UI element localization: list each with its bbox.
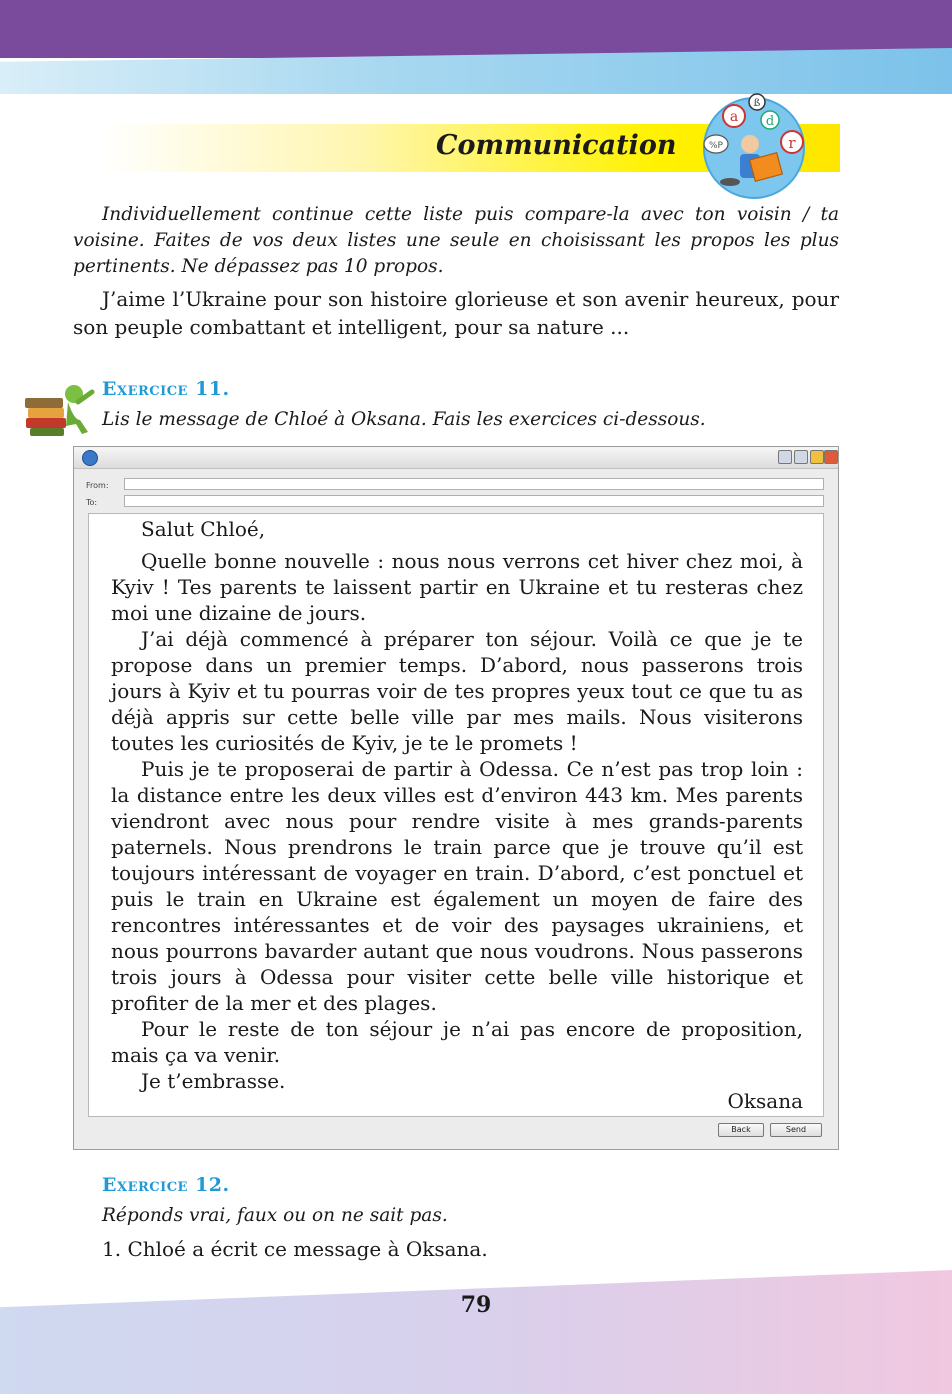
exercise-12-title: Exercice 12. xyxy=(102,1174,230,1196)
exercise-11-instruction: Lis le message de Chloé à Oksana. Fais les exercices ci-dessous. xyxy=(102,409,706,430)
email-titlebar xyxy=(74,447,838,469)
email-closing: Je t’embrasse. xyxy=(141,1069,286,1093)
exercise-12-item-1: 1. Chloé a écrit ce message à Oksana. xyxy=(102,1237,488,1261)
footer-band xyxy=(0,1270,952,1394)
email-body[interactable] xyxy=(88,513,824,1117)
email-paragraph: J’ai déjà commencé à préparer ton séjour. Voilà ce que je te propose dans un premier temps. D’abord, nous passerons trois jours à Kyiv et tu pourras voir de tes propres yeux tout ce que tu as déjà appris sur cette belle ville par mes mails. Nous visiterons toutes les curiosités de Kyiv, je te le promets ! xyxy=(111,627,803,755)
email-paragraph: Puis je te proposerai de partir à Odessa. Ce n’est pas trop loin : la distance entre les deux villes est d’environ 443 km. Mes parents viendront avec nous pour rendre visite à mes grands-parents paternels. Nous prendrons le train parce que je trouve qu’il est toujours intéressant de voyager en train. D’abord, c’est ponctuel et puis le train en Ukraine est également un moyen de faire des rencontres intéressantes et de voir des paysages ukrainiens, et nous pourrons bavarder autant que nous voudrons. Nous passerons trois jours à Odessa pour visiter cette belle ville historique et profiter de la mer et des plages. xyxy=(111,757,803,1015)
to-label: To: xyxy=(86,498,98,507)
from-field[interactable] xyxy=(124,478,824,490)
communication-illustration-icon xyxy=(700,92,808,200)
email-paragraph: Pour le reste de ton séjour je n’ai pas encore de proposition, mais ça va venir. xyxy=(111,1017,803,1067)
instruction-text: Individuellement continue cette liste puis compare-la avec ton voisin / ta voisine. Faites de vos deux listes une seule en choisissant les propos les plus pertinents. Ne dépassez pas 10 propos. xyxy=(73,204,839,277)
from-label: From: xyxy=(86,481,109,490)
svg-text:a: a xyxy=(729,109,739,125)
maximize-icon[interactable] xyxy=(810,450,824,464)
page-number: 79 xyxy=(460,1292,492,1318)
svg-text:ß: ß xyxy=(753,98,761,109)
svg-text:r: r xyxy=(788,134,796,152)
svg-text:d: d xyxy=(765,114,775,129)
example-paragraph: J’aime l’Ukraine pour son histoire glorieuse et son avenir heureux, pour son peuple combattant et intelligent, pour sa nature ... xyxy=(73,287,839,339)
to-field[interactable] xyxy=(124,495,824,507)
exercise-11-title: Exercice 11. xyxy=(102,378,230,400)
exercise-12-instruction: Réponds vrai, faux ou on ne sait pas. xyxy=(102,1205,448,1226)
email-greeting: Salut Chloé, xyxy=(141,517,266,541)
header-purple-band xyxy=(0,0,952,58)
section-title: Communication xyxy=(436,130,677,161)
email-window xyxy=(73,446,839,1150)
email-paragraph: Quelle bonne nouvelle : nous nous verrons cet hiver chez moi, à Kyiv ! Tes parents te laissent partir en Ukraine et tu resteras chez moi une dizaine de jours. xyxy=(111,549,803,625)
svg-text:%P: %P xyxy=(709,141,723,151)
mail-app-icon xyxy=(82,450,98,466)
help-icon[interactable] xyxy=(778,450,792,464)
email-signature: Oksana xyxy=(727,1089,803,1113)
close-icon[interactable] xyxy=(824,450,838,464)
back-button[interactable]: Back xyxy=(718,1123,764,1137)
books-reader-icon xyxy=(22,380,98,438)
minimize-icon[interactable] xyxy=(794,450,808,464)
send-button[interactable]: Send xyxy=(770,1123,822,1137)
